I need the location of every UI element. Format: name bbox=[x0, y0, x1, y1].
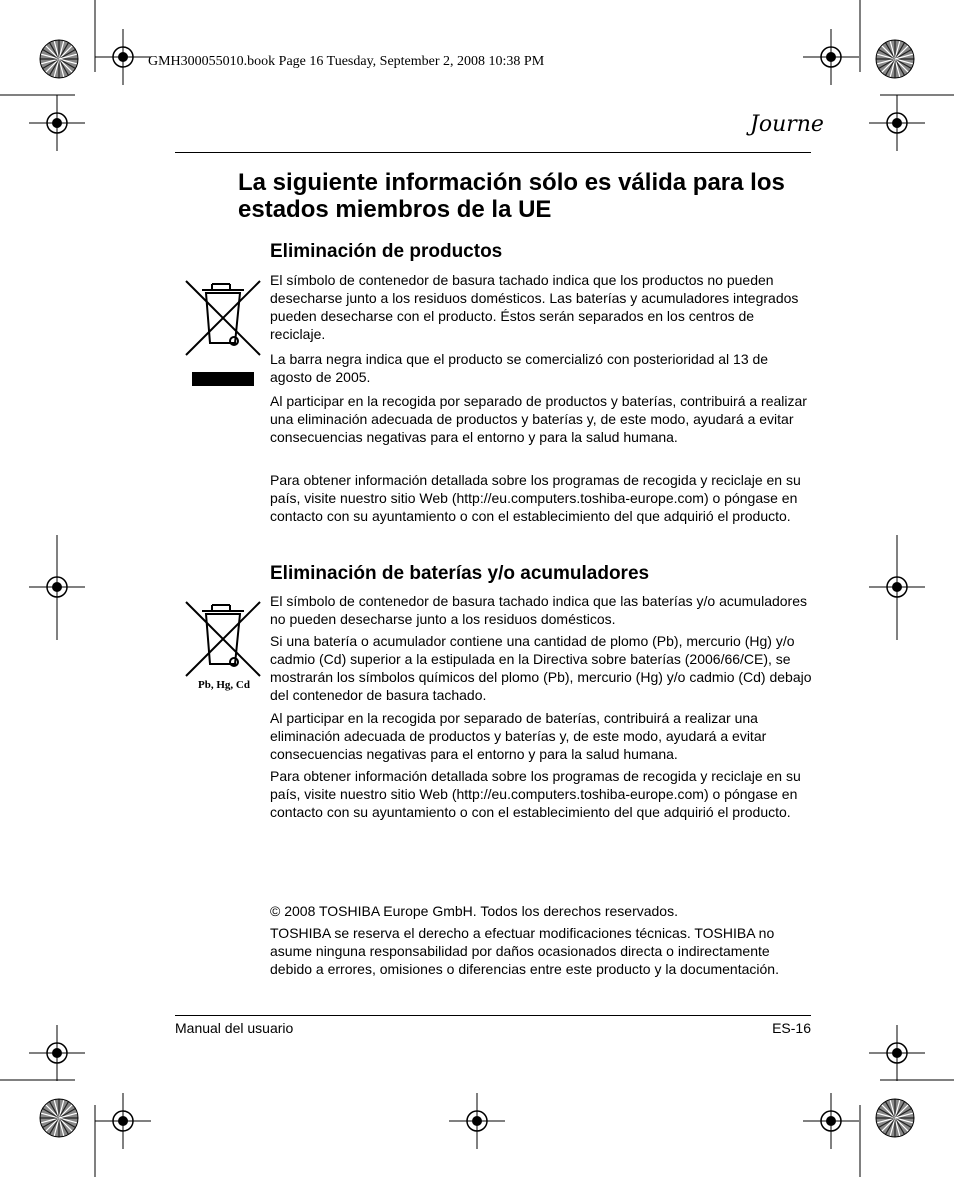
footer-manual-title: Manual del usuario bbox=[175, 1020, 294, 1036]
paragraph: Para obtener información detallada sobre los programas de recogida y reciclaje en su país, visite nuestro sitio Web (http://eu.computers.toshiba-europe.com) o póngase en contacto con su ayuntamiento o con el establecimiento del que adquirió el producto. bbox=[270, 472, 801, 524]
crossed-out-wheelie-bin-icon bbox=[184, 279, 262, 389]
paragraph: Al participar en la recogida por separado de baterías, contribuirá a realizar una eliminación adecuada de productos y baterías y, de este modo, ayudará a evitar consecuencias negativas para el entorno y para la salud humana. bbox=[270, 710, 767, 762]
crosshair-icon bbox=[869, 95, 925, 151]
crosshair-icon bbox=[803, 1093, 859, 1149]
paragraph: El símbolo de contenedor de basura tachado indica que las baterías y/o acumuladores no pueden desecharse junto a los residuos domésticos. bbox=[270, 593, 808, 627]
section-heading-batteries: Eliminación de baterías y/o acumuladores bbox=[270, 563, 650, 584]
crossed-out-wheelie-bin-icon bbox=[184, 600, 262, 678]
color-target-icon bbox=[876, 40, 914, 78]
disclaimer: TOSHIBA se reserva el derecho a efectuar modificaciones técnicas. TOSHIBA no asume ninguna responsabilidad por daños ocasionados directa o indirectamente debido a errores, omisiones o diferencias entre este producto y la documentación. bbox=[270, 925, 779, 977]
page-number: ES-16 bbox=[772, 1020, 811, 1036]
color-target-icon bbox=[40, 40, 78, 78]
color-target-icon bbox=[40, 1099, 78, 1137]
slug-line: GMH300055010.book Page 16 Tuesday, September 2, 2008 10:38 PM bbox=[148, 54, 545, 69]
footer-rule bbox=[175, 1015, 811, 1016]
paragraph: Para obtener información detallada sobre los programas de recogida y reciclaje en su país, visite nuestro sitio Web (http://eu.computers.toshiba-europe.com) o póngase en contacto con su ayuntamiento o con el establecimiento del que adquirió el producto. bbox=[270, 768, 801, 820]
crosshair-icon bbox=[95, 29, 151, 85]
header-rule bbox=[175, 152, 811, 153]
icon-caption: Pb, Hg, Cd bbox=[198, 679, 250, 691]
crosshair-icon bbox=[869, 1025, 925, 1081]
section-heading-products: Eliminación de productos bbox=[270, 241, 503, 262]
paragraph: El símbolo de contenedor de basura tachado indica que los productos no pueden desecharse junto a los residuos domésticos. Las baterías y acumuladores integrados pueden desecharse con el producto. Éstos serán separados en los centros de reciclaje. bbox=[270, 272, 799, 342]
brand-logo: Journe bbox=[750, 112, 824, 137]
crosshair-icon bbox=[449, 1093, 505, 1149]
copyright-line: © 2008 TOSHIBA Europe GmbH. Todos los derechos reservados. bbox=[270, 903, 678, 919]
color-target-icon bbox=[876, 1099, 914, 1137]
crosshair-icon bbox=[29, 1025, 85, 1081]
crosshair-icon bbox=[95, 1093, 151, 1149]
crosshair-icon bbox=[29, 95, 85, 151]
paragraph: La barra negra indica que el producto se comercializó con posterioridad al 13 de agosto de 2005. bbox=[270, 351, 769, 385]
paragraph: Al participar en la recogida por separado de productos y baterías, contribuirá a realizar una eliminación adecuada de productos y baterías y, de este modo, ayudará a evitar consecuencias negativas para el entorno y para la salud humana. bbox=[270, 393, 807, 445]
crosshair-icon bbox=[803, 29, 859, 85]
page-title: La siguiente información sólo es válida para los estados miembros de la UE bbox=[238, 169, 785, 223]
paragraph: Si una batería o acumulador contiene una cantidad de plomo (Pb), mercurio (Hg) y/o cadmio (Cd) superior a la estipulada en la Directiva sobre baterías (2006/66/CE), se mostrarán los símbolos químicos del plomo (Pb), mercurio (Hg) y/o cadmio (Cd) debajo del contenedor de basura tachado. bbox=[270, 633, 812, 703]
